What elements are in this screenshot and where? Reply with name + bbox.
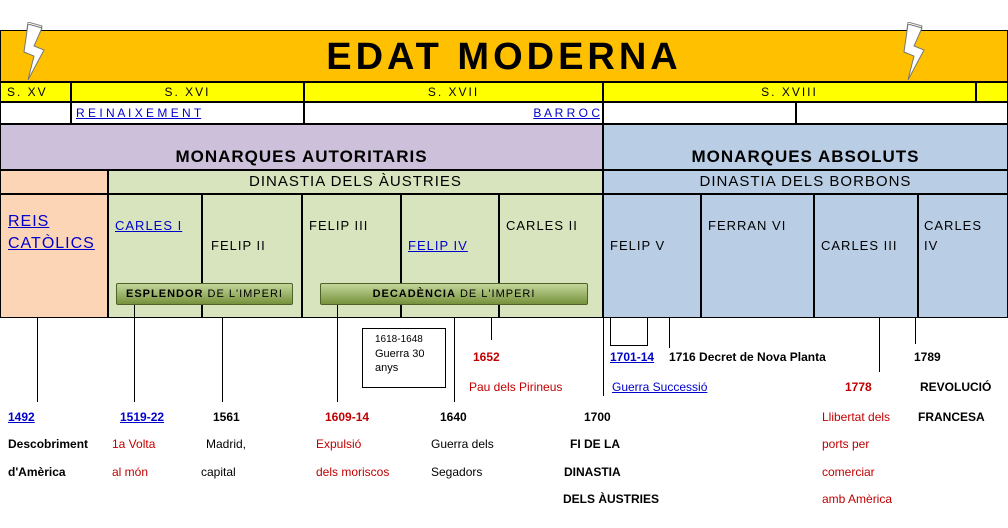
e1652-text: Pau dels Pirineus <box>469 380 563 394</box>
e1640-l2: Segadors <box>431 465 483 479</box>
connector-1519 <box>134 305 135 402</box>
king-reis-catolics[interactable] <box>0 194 108 318</box>
e1700-l3: DELS ÀUSTRIES <box>563 492 660 506</box>
style-empty-2 <box>603 102 796 124</box>
e1778-l1: Llibertat dels <box>822 410 891 424</box>
e1778-l3: comerciar <box>822 465 875 479</box>
style-empty <box>0 102 71 124</box>
carles-iv-label-1: CARLES <box>924 218 983 233</box>
e1492-l1: Descobriment <box>8 437 89 451</box>
connector-1561 <box>222 318 223 402</box>
reis-link-1[interactable]: REIS <box>8 213 50 230</box>
connector-1640 <box>454 318 455 402</box>
e1519-l1: 1a Volta <box>112 437 156 451</box>
lightning-icon-right-front <box>902 24 928 82</box>
e1700-year: 1700 <box>584 410 611 424</box>
monarques-absoluts: MONARQUES ABSOLUTS <box>603 124 1008 170</box>
esplendor-rest: DE L'IMPERI <box>207 288 283 300</box>
style-renaixement[interactable] <box>71 102 304 124</box>
monarques-autoritaris: MONARQUES AUTORITARIS <box>0 124 603 170</box>
renaixement-link[interactable]: R E I N A I X E M E N T <box>76 106 202 120</box>
decadencia-rest: DE L'IMPERI <box>459 288 536 300</box>
e1618-years: 1618-1648 <box>375 334 423 345</box>
reis-link-2[interactable]: CATÒLICS <box>8 235 95 252</box>
connector-1609 <box>337 305 338 402</box>
page-title: EDAT MODERNA <box>0 30 1008 82</box>
e1492-l2: d'Amèrica <box>8 465 66 479</box>
king-carles-iii <box>814 194 918 318</box>
century-xvii: S. XVII <box>304 82 603 102</box>
king-felip-v <box>603 194 701 318</box>
e1618-l2: anys <box>375 362 399 374</box>
e1609-l1: Expulsió <box>316 437 362 451</box>
e1716-text: 1716 Decret de Nova Planta <box>669 350 826 364</box>
connector-1716 <box>669 318 670 348</box>
e1701-text[interactable]: Guerra Successió <box>612 380 708 394</box>
connector-1492 <box>37 318 38 402</box>
connector-1789 <box>915 318 916 344</box>
e1789-year: 1789 <box>914 350 941 364</box>
bracket-1701-14 <box>610 318 648 346</box>
e1609-year: 1609-14 <box>325 410 370 424</box>
e1492-year[interactable]: 1492 <box>8 410 35 424</box>
felip-v-label: FELIP V <box>610 238 666 253</box>
e1561-l2: capital <box>201 465 236 479</box>
e1519-year[interactable]: 1519-22 <box>120 410 165 424</box>
e1778-year: 1778 <box>845 380 872 394</box>
felip-iii-label: FELIP III <box>309 218 369 233</box>
e1778-l4: amb Amèrica <box>822 492 893 506</box>
style-empty-3 <box>796 102 1008 124</box>
dinastia-borbons: DINASTIA DELS BORBONS <box>603 170 1008 194</box>
dinastia-austries: DINASTIA DELS ÀUSTRIES <box>108 170 603 194</box>
e1519-l2: al món <box>112 465 149 479</box>
carles-i-link[interactable]: CARLES I <box>115 218 183 233</box>
e1561-l1: Madrid, <box>206 437 247 451</box>
e1789-l2: FRANCESA <box>918 410 985 424</box>
decadencia-imperi-pill <box>320 283 588 305</box>
lightning-icon-left-front <box>22 24 48 82</box>
e1618-l1: Guerra 30 <box>375 348 425 360</box>
decadencia-bold: DECADÈNCIA <box>372 288 456 300</box>
felip-ii-label: FELIP II <box>211 238 266 253</box>
connector-1700 <box>603 318 604 396</box>
ferran-vi-label: FERRAN VI <box>708 218 787 233</box>
carles-iv-label-2: IV <box>924 238 939 253</box>
e1789-l1: REVOLUCIÓ <box>920 380 992 394</box>
e1640-l1: Guerra dels <box>431 437 494 451</box>
style-barroc[interactable] <box>304 102 603 124</box>
e1700-l2: DINASTIA <box>564 465 621 479</box>
e1561-year: 1561 <box>213 410 240 424</box>
connector-1652 <box>491 318 492 340</box>
king-ferran-vi <box>701 194 814 318</box>
event-box-1618-1648 <box>362 328 446 388</box>
carles-iii-label: CARLES III <box>821 238 898 253</box>
esplendor-bold: ESPLENDOR <box>126 288 204 300</box>
esplendor-imperi-pill <box>116 283 293 305</box>
e1640-year: 1640 <box>440 410 467 424</box>
century-xv: S. XV <box>0 82 71 102</box>
e1609-l2: dels moriscos <box>316 465 390 479</box>
e1700-l1: FI DE LA <box>570 437 620 451</box>
century-end <box>976 82 1008 102</box>
century-xvi: S. XVI <box>71 82 304 102</box>
barroc-link[interactable]: B A R R O C <box>533 106 600 120</box>
felip-iv-link[interactable]: FELIP IV <box>408 238 468 253</box>
e1652-year: 1652 <box>473 350 500 364</box>
e1778-l2: ports per <box>822 437 870 451</box>
e1701-year[interactable]: 1701-14 <box>610 350 655 364</box>
connector-1778 <box>879 318 880 372</box>
century-xviii: S. XVIII <box>603 82 976 102</box>
dynasty-empty <box>0 170 108 194</box>
king-carles-iv <box>918 194 1008 318</box>
carles-ii-label: CARLES II <box>506 218 578 233</box>
